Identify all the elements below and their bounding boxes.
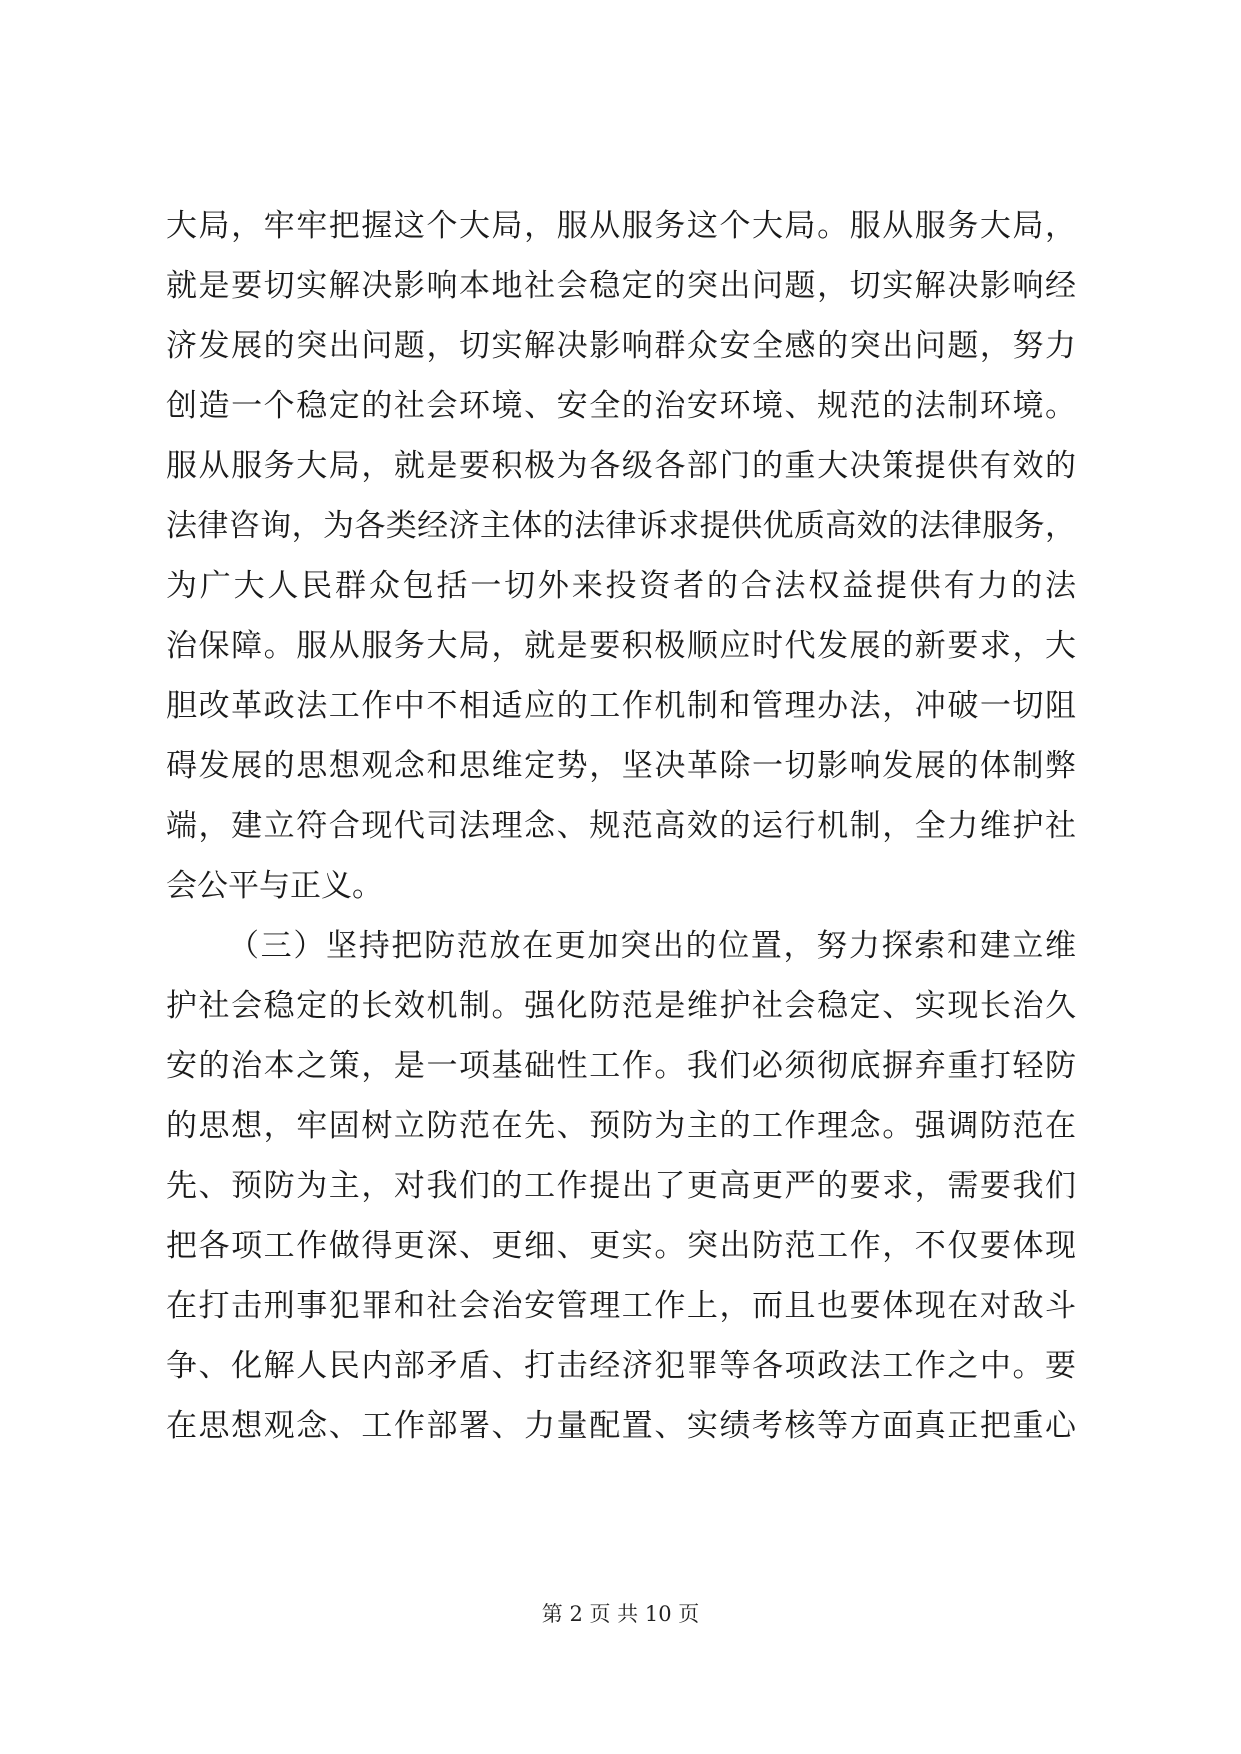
- paragraph-2: [166, 916, 1076, 1456]
- text-line: 为广大人民群众包括一切外来投资者的合法权益提供有力的法: [166, 568, 1076, 604]
- text-line: 在思想观念、工作部署、力量配置、实绩考核等方面真正把重心: [166, 1408, 1076, 1444]
- text-line: 碍发展的思想观念和思维定势，坚决革除一切影响发展的体制弊: [166, 748, 1076, 784]
- text-line: 端，建立符合现代司法理念、规范高效的运行机制，全力维护社: [166, 808, 1076, 844]
- text-line: 大局，牢牢把握这个大局，服从服务这个大局。服从服务大局，: [166, 208, 1076, 244]
- text-line: 济发展的突出问题，切实解决影响群众安全感的突出问题，努力: [166, 328, 1076, 364]
- page-number-footer: 第 2 页 共 10 页: [541, 1602, 700, 1626]
- paragraph-1: [166, 196, 1076, 916]
- text-line: 法律咨询，为各类经济主体的法律诉求提供优质高效的法律服务，: [166, 508, 1076, 544]
- text-line: 治保障。服从服务大局，就是要积极顺应时代发展的新要求，大: [166, 628, 1076, 664]
- text-line: 的思想，牢固树立防范在先、预防为主的工作理念。强调防范在: [166, 1108, 1076, 1144]
- text-line: 在打击刑事犯罪和社会治安管理工作上，而且也要体现在对敌斗: [166, 1288, 1076, 1324]
- document-body: [166, 196, 1076, 1456]
- text-line: 护社会稳定的长效机制。强化防范是维护社会稳定、实现长治久: [166, 988, 1076, 1024]
- text-line: 先、预防为主，对我们的工作提出了更高更严的要求，需要我们: [166, 1168, 1076, 1204]
- text-line: 安的治本之策，是一项基础性工作。我们必须彻底摒弃重打轻防: [166, 1048, 1076, 1084]
- text-line: （三）坚持把防范放在更加突出的位置，努力探索和建立维: [228, 928, 1076, 964]
- text-line: 会公平与正义。: [166, 868, 383, 904]
- text-line: 创造一个稳定的社会环境、安全的治安环境、规范的法制环境。: [166, 388, 1076, 424]
- text-line: 把各项工作做得更深、更细、更实。突出防范工作，不仅要体现: [166, 1228, 1076, 1264]
- text-line: 争、化解人民内部矛盾、打击经济犯罪等各项政法工作之中。要: [166, 1348, 1076, 1384]
- text-line: 服从服务大局，就是要积极为各级各部门的重大决策提供有效的: [166, 448, 1076, 484]
- text-line: 胆改革政法工作中不相适应的工作机制和管理办法，冲破一切阻: [166, 688, 1076, 724]
- text-line: 就是要切实解决影响本地社会稳定的突出问题，切实解决影响经: [166, 268, 1076, 304]
